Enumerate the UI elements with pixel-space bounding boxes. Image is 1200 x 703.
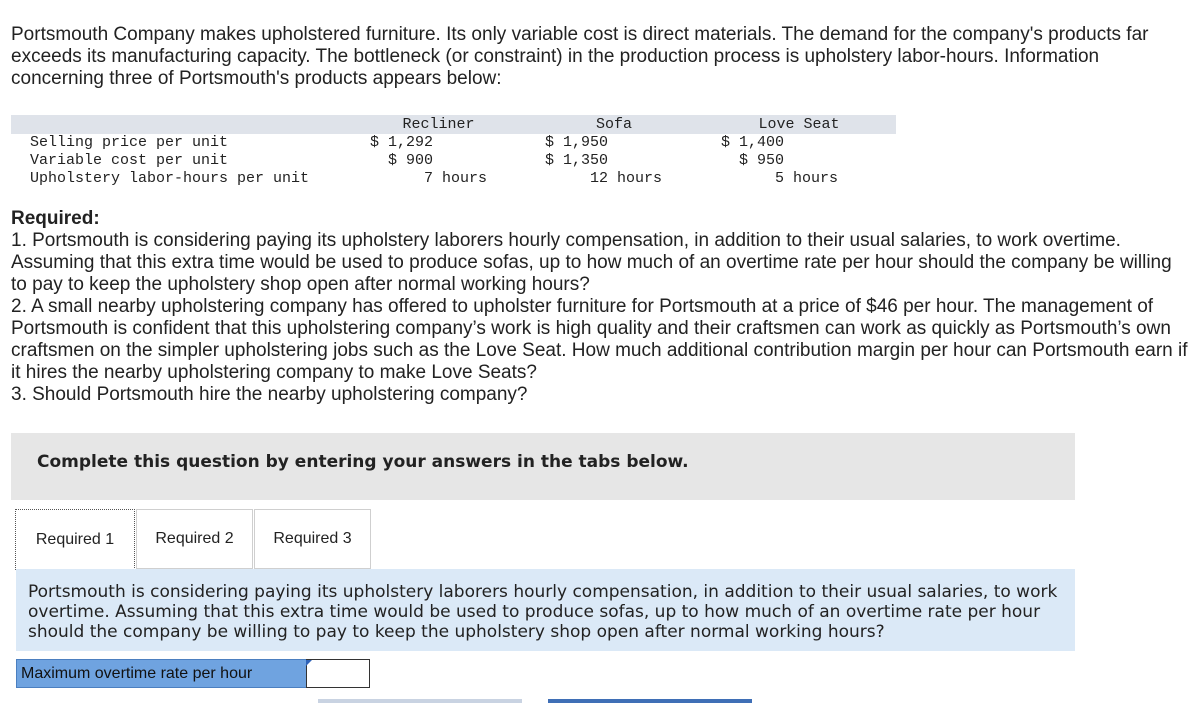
table-cell: 7 hours — [424, 170, 488, 187]
required-section — [11, 208, 1191, 406]
table-cell: 12 hours — [590, 170, 663, 187]
table-header-blank — [11, 115, 351, 134]
tab-required-2[interactable]: Required 2 — [136, 509, 253, 569]
tab-panel-required-1 — [16, 569, 1075, 651]
question-text: Portsmouth is considering paying its upholstery laborers hourly compensation, in addition to their usual salaries, to work overtime. Assuming that this extra time would be used to produce sofas, up to how much of an overtime rate per hour should the company be willing to pay to keep the upholstery shop open after normal working hours? — [28, 582, 1058, 642]
product-table — [11, 115, 896, 188]
table-cell: $ 1,950 — [545, 134, 609, 151]
prev-nav-button[interactable] — [318, 699, 522, 703]
table-cell: $ 900 — [388, 152, 434, 169]
table-cell: $ 950 — [739, 152, 785, 169]
row-label: Upholstery labor-hours per unit — [30, 170, 310, 187]
required-item-1: 1. Portsmouth is considering paying its upholstery laborers hourly compensation, in addition to their usual salaries, to work overtime. Assuming that this extra time would be used to produce sofas, up to how much of an overtime rate per hour should the company be willing to pay to keep the upholstery shop open after normal working hours? — [11, 230, 1172, 295]
required-heading: Required: — [11, 208, 100, 229]
required-item-2: 2. A small nearby upholstering company has offered to upholster furniture for Portsmouth at a price of $46 per hour. The management of Portsmouth is confident that this upholstering company’s work is high quality and their craftsmen can work as quickly as Portsmouth’s own craftsmen on the simpler upholstering jobs such as the Love Seat. How much additional contribution margin per hour can Portsmouth earn if it hires the nearby upholstering company to make Love Seats? — [11, 296, 1188, 383]
table-cell: $ 1,350 — [545, 152, 609, 169]
table-cell: $ 1,292 — [370, 134, 434, 151]
column-header-sofa: Sofa — [526, 115, 702, 134]
answer-label: Maximum overtime rate per hour — [16, 659, 310, 688]
next-nav-button[interactable] — [548, 699, 752, 703]
row-label: Selling price per unit — [30, 134, 229, 151]
table-row-variable-cost — [11, 152, 896, 170]
required-item-3: 3. Should Portsmouth hire the nearby upholstering company? — [11, 384, 528, 405]
tab-required-1[interactable]: Required 1 — [15, 509, 135, 570]
column-header-love-seat: Love Seat — [702, 115, 896, 134]
tab-required-3[interactable]: Required 3 — [254, 509, 371, 569]
table-header-row — [11, 115, 896, 134]
intro-text: Portsmouth Company makes upholstered furniture. Its only variable cost is direct materials. The demand for the company's products far exceeds its manufacturing capacity. The bottleneck (or constraint) in the production process is upholstery labor-hours. Information concerning three of Portsmouth's products appears below: — [11, 24, 1149, 89]
table-cell: $ 1,400 — [721, 134, 785, 151]
table-row-selling-price — [11, 134, 896, 152]
input-flag-icon — [306, 660, 312, 666]
instructions-text: Complete this question by entering your answers in the tabs below. — [37, 452, 689, 472]
table-cell: 5 hours — [775, 170, 839, 187]
column-header-recliner: Recliner — [351, 115, 526, 134]
table-row-labor-hours — [11, 170, 896, 188]
overtime-rate-input[interactable] — [306, 659, 370, 688]
row-label: Variable cost per unit — [30, 152, 229, 169]
instructions-banner — [11, 433, 1075, 500]
